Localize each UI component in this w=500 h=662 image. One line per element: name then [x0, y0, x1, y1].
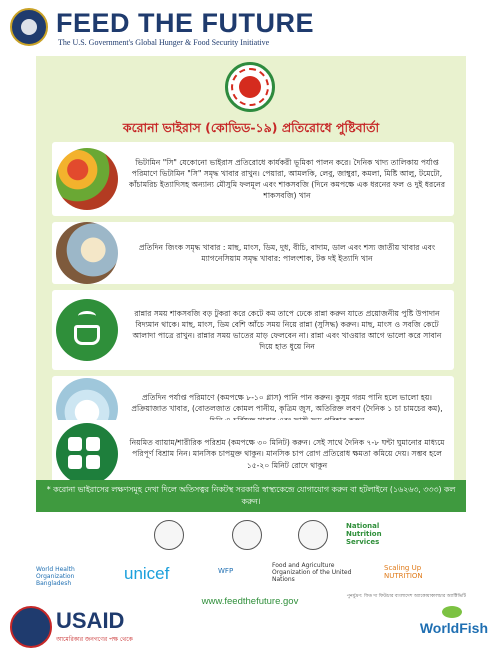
website-link[interactable]: www.feedthefuture.gov [201, 596, 299, 607]
exercise-icon [56, 423, 118, 485]
partner-logos-top [36, 516, 466, 556]
tip-row-vitamin-c [52, 142, 454, 216]
nns-logo: National Nutrition Services [346, 522, 382, 546]
vegetables-fruits-icon [56, 148, 118, 210]
tip-text: নিয়মিত ব্যায়াম/শারীরিক পরিশ্রম (কমপক্ষে ৩০ মিনিট) করুন। সেই সাথে দৈনিক ৭-৮ ঘন্টা ঘুমানোর মাধ্যমে পরিপূর্ণ বিশ্রাম নিন। মানসিক চাপমুক্ত থাকুন। মানসিক চাপ রোগ প্রতিরোধ ক্ষমতা কমিয়ে দেয়। সম্ভব হলে ১৫-২০ মিনিট রোদে থাকুন [129, 438, 445, 470]
ministry-seal-icon [298, 520, 328, 550]
brand-tagline: The U.S. Government's Global Hunger & Food Security Initiative [58, 38, 270, 47]
brand-title: FEED THE FUTURE [56, 8, 315, 38]
usaid-logo: USAID [56, 608, 125, 633]
print-credit: পুনর্মুদ্রণ: ফিড দ্য ফিউচার বাংলাদেশ অ্যাকোয়াকালচার অ্যাক্টিভিটি [346, 594, 466, 599]
wfp-logo: WFP [218, 567, 234, 575]
worldfish-logo: WorldFish [419, 620, 488, 636]
institute-seal-icon [232, 520, 262, 550]
worldfish-fish-icon [442, 606, 462, 618]
dgfp-logo-icon [154, 520, 184, 550]
fao-logo: Food and Agriculture Organization of the United Nations [272, 562, 352, 583]
partner-logos-bottom [36, 558, 466, 594]
header [0, 0, 500, 54]
helpline-banner: * করোনা ভাইরাসের লক্ষণসমূহ দেখা দিলে অতিসত্বর নিকটস্থ সরকারি স্বাস্থ্যকেন্দ্রে যোগাযোগ করুন বা হটলাইনে (১৬২৬৩, ৩৩৩) কল করুন। [36, 480, 466, 512]
who-logo: World Health Organization Bangladesh [36, 566, 75, 587]
us-government-seal-icon [10, 8, 48, 46]
tip-row-exercise [52, 420, 454, 488]
tip-row-cooking [52, 290, 454, 370]
fish-beans-icon [56, 222, 118, 284]
tip-text: প্রতিদিন জিংক সমৃদ্ধ খাবার : মাছ, মাংস, ডিম, দুধ, বীচি, বাদাম, ডাল এবং শস্য জাতীয় খাবার এবং ম্যাগনেসিয়াম সমৃদ্ধ খাবার: পালংশাক, টক দই ইত্যাদি খান [138, 242, 436, 263]
tip-text: রান্নার সময় শাকসবজি বড় টুকরা করে কেটে কম তাপে ঢেকে রান্না করুন যাতে প্রয়োজনীয় পুষ্টি উপাদান বিদ্যমান থাকে। মাছ, মাংস, ডিম বেশি আঁচে সময় নিয়ে রান্না (সুসিদ্ধ) করুন। মাছ, মাংস ও সবজি কেটে আলাদা পাত্রে রাখুন। রান্নার সময় ভাতের মাড় ফেলবেন না। রান্না এবং খাওয়ার আগে ভালো করে সাবান দিয়ে হাত ধুয়ে নিন [132, 308, 442, 352]
usaid-seal-icon [10, 606, 52, 648]
tip-text: প্রতিদিন পর্যাপ্ত পরিমাণে (কমপক্ষে ৮-১০ গ্লাস) পানি পান করুন। কুসুম গরম পানি হলে ভালো হয়। প্রক্রিয়াজাত খাবার, (বোতলজাত কোমল পানীয়, কৃত্রিম জুস, অতিরিক্ত লবণ (দৈনিক ১ চা চামচের কম), [131, 393, 443, 414]
bangladesh-government-logo-icon [225, 62, 275, 112]
sun-logo: Scaling Up NUTRITION [384, 564, 423, 580]
tip-row-zinc [52, 222, 454, 284]
tip-text: ভিটামিন "সি" যেকোনো ভাইরাস প্রতিরোধে কার্যকরী ভূমিকা পালন করে। দৈনিক খাদ্য তালিকায় পর্যাপ্ত পরিমাণে ভিটামিন "সি" সমৃদ্ধ খাবার রাখুন। পেয়ারা, আমলকি, লেবু, জাম্বুরা, কমলা, মিষ্টি আলু, টমেটো, কাঁচামরিচ ইত্যাদিসহ অন্যান্য মৌসুমি ফলমূল এবং শাকসবজি (দিনে কমপক্ষে এক ধরনের ফল ও দুই ধরনের শাকসবজি) খান [129, 157, 445, 201]
unicef-logo: unicef [124, 564, 170, 583]
poster-title: করোনা ভাইরাস (কোভিড-১৯) প্রতিরোধে পুষ্টিবার্তা [122, 120, 380, 135]
cooking-pot-icon [56, 299, 118, 361]
usaid-tagline: আমেরিকার জনগণের পক্ষ থেকে [56, 636, 133, 643]
